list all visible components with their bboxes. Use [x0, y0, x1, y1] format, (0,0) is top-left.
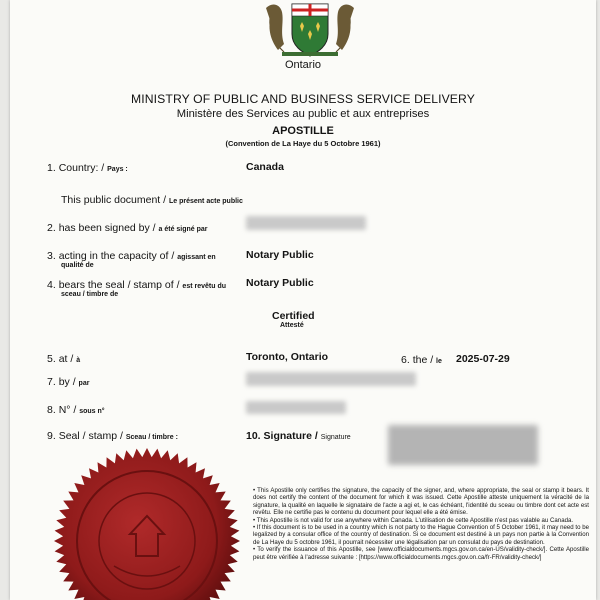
ontario-coat-of-arms-icon — [258, 0, 362, 58]
apostille-notes — [253, 487, 589, 561]
capacity-value: Notary Public — [246, 249, 314, 261]
note-item: • If this document is to be used in a country which is not party to the Hague Convention of 5 October 1961, it may need to be legalized by a consular office of the country of destination. Si ce document est destiné à un pays non partie à la Convention de La Haye du 5 octobre 1961, il pourrait nécessiter une légalisation par un consulat du pays de destination. — [253, 524, 589, 546]
by-label: 7. by / par — [47, 376, 90, 388]
signed-by-label: 2. has been signed by / a été signé par — [47, 222, 208, 234]
at-label: 5. at / à — [47, 353, 81, 365]
seal-stamp-label: 9. Seal / stamp / Sceau / timbre : — [47, 430, 178, 442]
note-item: • To verify the issuance of this Apostille, see [www.officialdocuments.mgcs.gov.on.ca/en-US/validity-check/]. Cette Apostille peut être vérifiée à l'adresse suivante : [https://www.officialdocuments.mgcs.gov.on.ca/fr-FR/validity-check/] — [253, 546, 589, 561]
place-value: Toronto, Ontario — [246, 351, 329, 363]
redacted-signer-name — [246, 216, 366, 230]
public-document-label: This public document / Le présent acte public — [61, 194, 243, 206]
note-item: • This Apostille only certifies the signature, the capacity of the signer, and, where appropriate, the seal or stamp it bears. It does not certify the content of the document for which it was issued. Cette Apostille atteste uniquement la véracité de la signature, la qualité en laquelle le signataire de l'acte a agi et, le cas échéant, l'identité du sceau ou timbre dont cet acte est revêtu. Elle ne certifie pas le contenu du document pour lequel elle a été émise. — [253, 487, 589, 517]
certified-heading-fr: Attesté — [280, 322, 304, 329]
country-label: 1. Country: / Pays : — [47, 162, 128, 174]
redacted-issuer-name — [246, 372, 416, 386]
note-item: • This Apostille is not valid for use anywhere within Canada. L'utilisation de cette Apostille n'est pas valable au Canada. — [253, 516, 574, 524]
number-label: 8. N° / sous n° — [47, 404, 105, 416]
seal-of-label-fr-cont: sceau / timbre de — [61, 291, 119, 298]
apostille-document — [10, 0, 596, 600]
capacity-label-fr-cont: qualité de — [61, 262, 94, 269]
date-label: 6. the / le — [401, 354, 442, 366]
ministry-name-en: MINISTRY OF PUBLIC AND BUSINESS SERVICE DELIVERY — [131, 92, 475, 106]
seal-of-value: Notary Public — [246, 277, 314, 289]
document-title: APOSTILLE — [272, 125, 334, 137]
convention-subtitle: (Convention de La Haye du 5 Octobre 1961) — [225, 139, 381, 148]
redacted-apostille-number — [246, 401, 346, 414]
redacted-signature — [388, 425, 538, 465]
certified-heading: Certified — [272, 310, 315, 322]
ministry-name-fr: Ministère des Services au public et aux entreprises — [176, 108, 430, 120]
red-wax-seal-icon — [52, 446, 242, 600]
signature-label: 10. Signature / Signature — [246, 430, 351, 442]
country-value: Canada — [246, 161, 284, 173]
capacity-label: 3. acting in the capacity of / agissant en — [47, 250, 216, 262]
province-name: Ontario — [284, 59, 322, 71]
date-value: 2025-07-29 — [456, 353, 510, 365]
seal-of-label: 4. bears the seal / stamp of / est revêtu du — [47, 279, 226, 291]
